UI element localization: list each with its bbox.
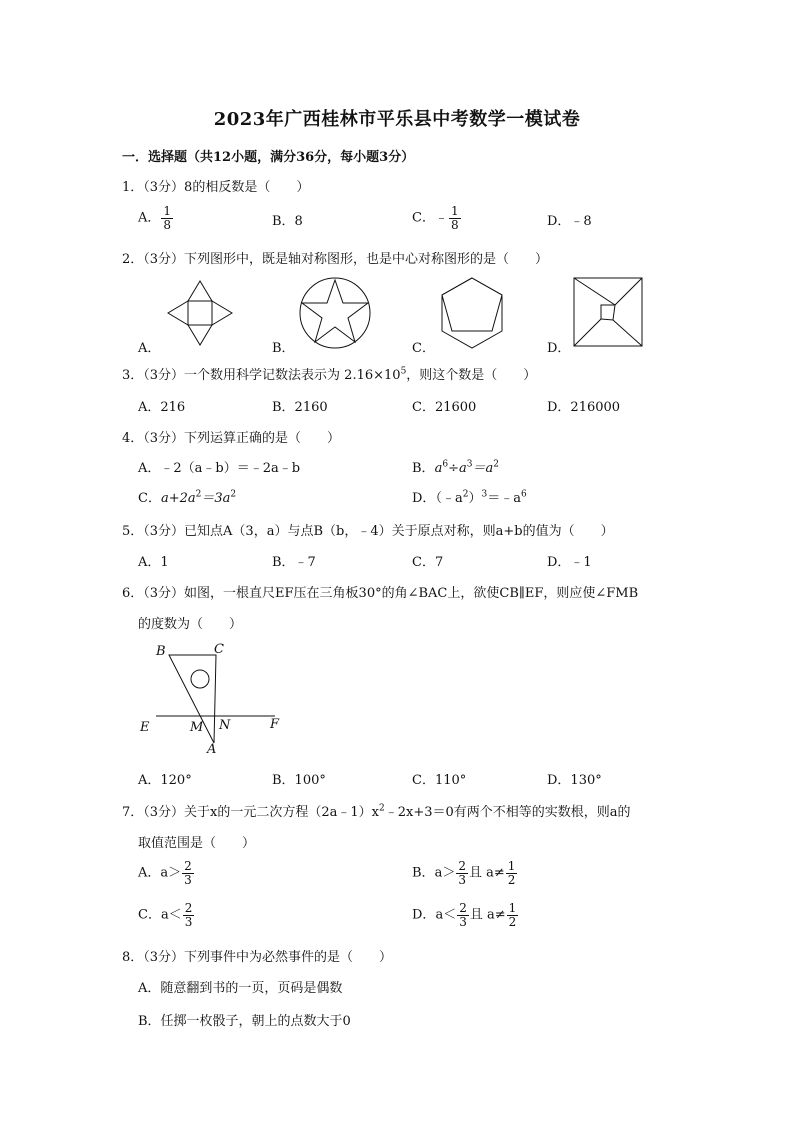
frac-den: 8 <box>163 217 172 232</box>
triangle-hole <box>191 670 209 688</box>
q3-stem-text-end: ，则这个数是（ ） <box>406 368 537 383</box>
frac-den: 3 <box>184 914 193 929</box>
question-7-stem-line2: 取值范围是（ ） <box>138 836 256 851</box>
q2-option-c[interactable]: C． <box>412 341 435 356</box>
expr: ＝﹣a <box>487 491 521 506</box>
frac-den: 2 <box>507 872 516 887</box>
q2-figure-d <box>573 277 643 347</box>
exponent: 6 <box>520 489 527 500</box>
q1-option-a-label: A． <box>138 210 161 226</box>
q2-option-d[interactable]: D． <box>547 341 571 356</box>
relation: a＜ <box>435 907 457 923</box>
q1-option-c-label: C． <box>412 210 435 226</box>
exponent: 6 <box>442 459 449 470</box>
frac-den: 8 <box>450 217 459 232</box>
fraction <box>182 860 194 886</box>
exponent: 5 <box>400 366 407 377</box>
q5-option-d[interactable]: D．﹣1 <box>547 555 592 570</box>
q7-stem-text: 7．（3分）关于x的一元二次方程（2a﹣1）x <box>122 805 379 820</box>
exponent: 2 <box>379 803 385 814</box>
frac-num: 2 <box>459 901 467 915</box>
label-E: E <box>140 720 150 735</box>
q7-option-d[interactable] <box>412 902 519 928</box>
expr: ＝a <box>472 461 494 476</box>
frac-num: 2 <box>184 859 192 873</box>
fraction <box>161 205 173 231</box>
var: a <box>434 461 443 476</box>
expr: （﹣a <box>435 491 463 506</box>
frac-num: 2 <box>184 901 193 915</box>
question-1-stem: 1．（3分）8的相反数是（ ） <box>122 180 310 195</box>
q4-option-c-label: C． <box>138 491 161 506</box>
q4-option-b-label: B． <box>412 461 435 476</box>
label-N: N <box>219 718 231 733</box>
q4-option-a[interactable]: A．﹣2（a﹣b）＝﹣2a﹣b <box>138 461 301 476</box>
q7-option-c-label: C． <box>138 907 161 923</box>
q1-option-b[interactable]: B．8 <box>272 214 303 229</box>
question-3-stem <box>122 364 536 383</box>
q1-option-d[interactable]: D．﹣8 <box>547 214 592 229</box>
q1-option-c[interactable] <box>412 205 462 231</box>
q6-figure <box>138 642 288 757</box>
frac-den: 3 <box>184 872 192 887</box>
q7-option-d-label: D． <box>412 907 436 923</box>
fraction <box>456 860 468 886</box>
question-5-stem: 5．（3分）已知点A（3，a）与点B（b，﹣4）关于原点对称，则a+b的值为（ ） <box>122 524 614 539</box>
q2-figure-c <box>440 276 504 350</box>
fraction <box>183 902 195 928</box>
q7-option-b[interactable] <box>412 860 518 886</box>
question-7-stem-line1 <box>122 801 631 820</box>
q7-option-a-label: A． <box>138 865 161 881</box>
question-6-stem-line1: 6．（3分）如图，一根直尺EF压在三角板30°的角∠BAC上，欲使CB∥EF，则应使∠FMB <box>122 586 639 601</box>
question-2-stem: 2．（3分）下列图形中，既是轴对称图形，也是中心对称图形的是（ ） <box>122 252 549 267</box>
q6-option-c[interactable]: C．110° <box>412 773 467 788</box>
relation: a＞ <box>160 865 182 881</box>
q2-figure-a <box>162 275 238 351</box>
q1-option-a[interactable] <box>138 205 174 231</box>
relation: 且 a≠ <box>469 907 506 923</box>
q2-option-a[interactable]: A． <box>138 341 161 356</box>
question-6-stem-line2: 的度数为（ ） <box>138 617 243 632</box>
label-F: F <box>270 717 280 732</box>
q5-option-a[interactable]: A．1 <box>138 555 169 570</box>
q4-option-d[interactable] <box>412 487 527 506</box>
expr: ÷a <box>448 461 467 476</box>
q3-option-d[interactable]: D．216000 <box>547 400 621 415</box>
q6-option-b[interactable]: B．100° <box>272 773 326 788</box>
q8-option-a[interactable]: A．随意翻到书的一页，页码是偶数 <box>138 981 343 996</box>
frac-num: 2 <box>458 859 466 873</box>
minus-sign: ﹣ <box>434 210 448 226</box>
expr: ＝3a <box>201 491 231 506</box>
exponent: 2 <box>493 459 499 470</box>
expr: a+2a <box>160 491 196 506</box>
fraction <box>457 902 469 928</box>
fraction <box>506 860 518 886</box>
exponent: 2 <box>230 489 237 500</box>
q8-option-b[interactable]: B．任掷一枚骰子，朝上的点数大于0 <box>138 1014 351 1029</box>
frac-den: 2 <box>508 914 517 929</box>
fraction <box>449 205 461 231</box>
expr: ） <box>468 491 482 506</box>
question-8-stem: 8．（3分）下列事件中为必然事件的是（ ） <box>122 950 393 965</box>
q5-option-c[interactable]: C．7 <box>412 555 444 570</box>
frac-num: 1 <box>508 901 517 915</box>
label-A: A <box>207 742 217 757</box>
page-title: 2023年广西桂林市平乐县中考数学一模试卷 <box>213 109 581 130</box>
section-heading: 一．选择题（共12小题，满分36分，每小题3分） <box>122 150 415 165</box>
relation: a＜ <box>160 907 182 923</box>
q7-stem-text-end: ﹣2x+3＝0有两个不相等的实数根，则a的 <box>384 805 631 820</box>
q6-option-d[interactable]: D．130° <box>547 773 602 788</box>
exponent: 2 <box>195 489 202 500</box>
frac-num: 1 <box>507 859 516 873</box>
q4-option-c[interactable] <box>138 487 236 506</box>
q7-option-b-label: B． <box>412 865 435 881</box>
q2-figure-b <box>296 277 374 349</box>
q3-option-a[interactable]: A．216 <box>138 400 186 415</box>
q3-stem-text: 3．（3分）一个数用科学记数法表示为 2.16×10 <box>122 368 401 383</box>
q6-option-a[interactable]: A．120° <box>138 773 192 788</box>
frac-num: 1 <box>450 204 459 218</box>
q2-option-b[interactable]: B． <box>272 341 295 356</box>
question-4-stem: 4．（3分）下列运算正确的是（ ） <box>122 431 341 446</box>
q7-option-a[interactable] <box>138 860 195 886</box>
q5-option-b[interactable]: B．﹣7 <box>272 555 316 570</box>
relation: a＞ <box>434 865 456 881</box>
relation: 且 a≠ <box>468 865 505 881</box>
exponent: 3 <box>481 489 488 500</box>
q7-option-c[interactable] <box>138 902 195 928</box>
q3-option-c[interactable]: C．21600 <box>412 400 477 415</box>
q3-option-b[interactable]: B．2160 <box>272 400 328 415</box>
q4-option-d-label: D． <box>412 491 436 506</box>
frac-num: 1 <box>163 204 172 218</box>
exponent: 3 <box>466 459 473 470</box>
q4-option-b[interactable] <box>412 457 499 476</box>
label-C: C <box>214 642 224 657</box>
fraction <box>507 902 519 928</box>
label-B: B <box>156 644 166 659</box>
label-M: M <box>190 720 204 735</box>
frac-den: 3 <box>459 914 467 929</box>
exponent: 2 <box>462 489 469 500</box>
frac-den: 3 <box>458 872 466 887</box>
